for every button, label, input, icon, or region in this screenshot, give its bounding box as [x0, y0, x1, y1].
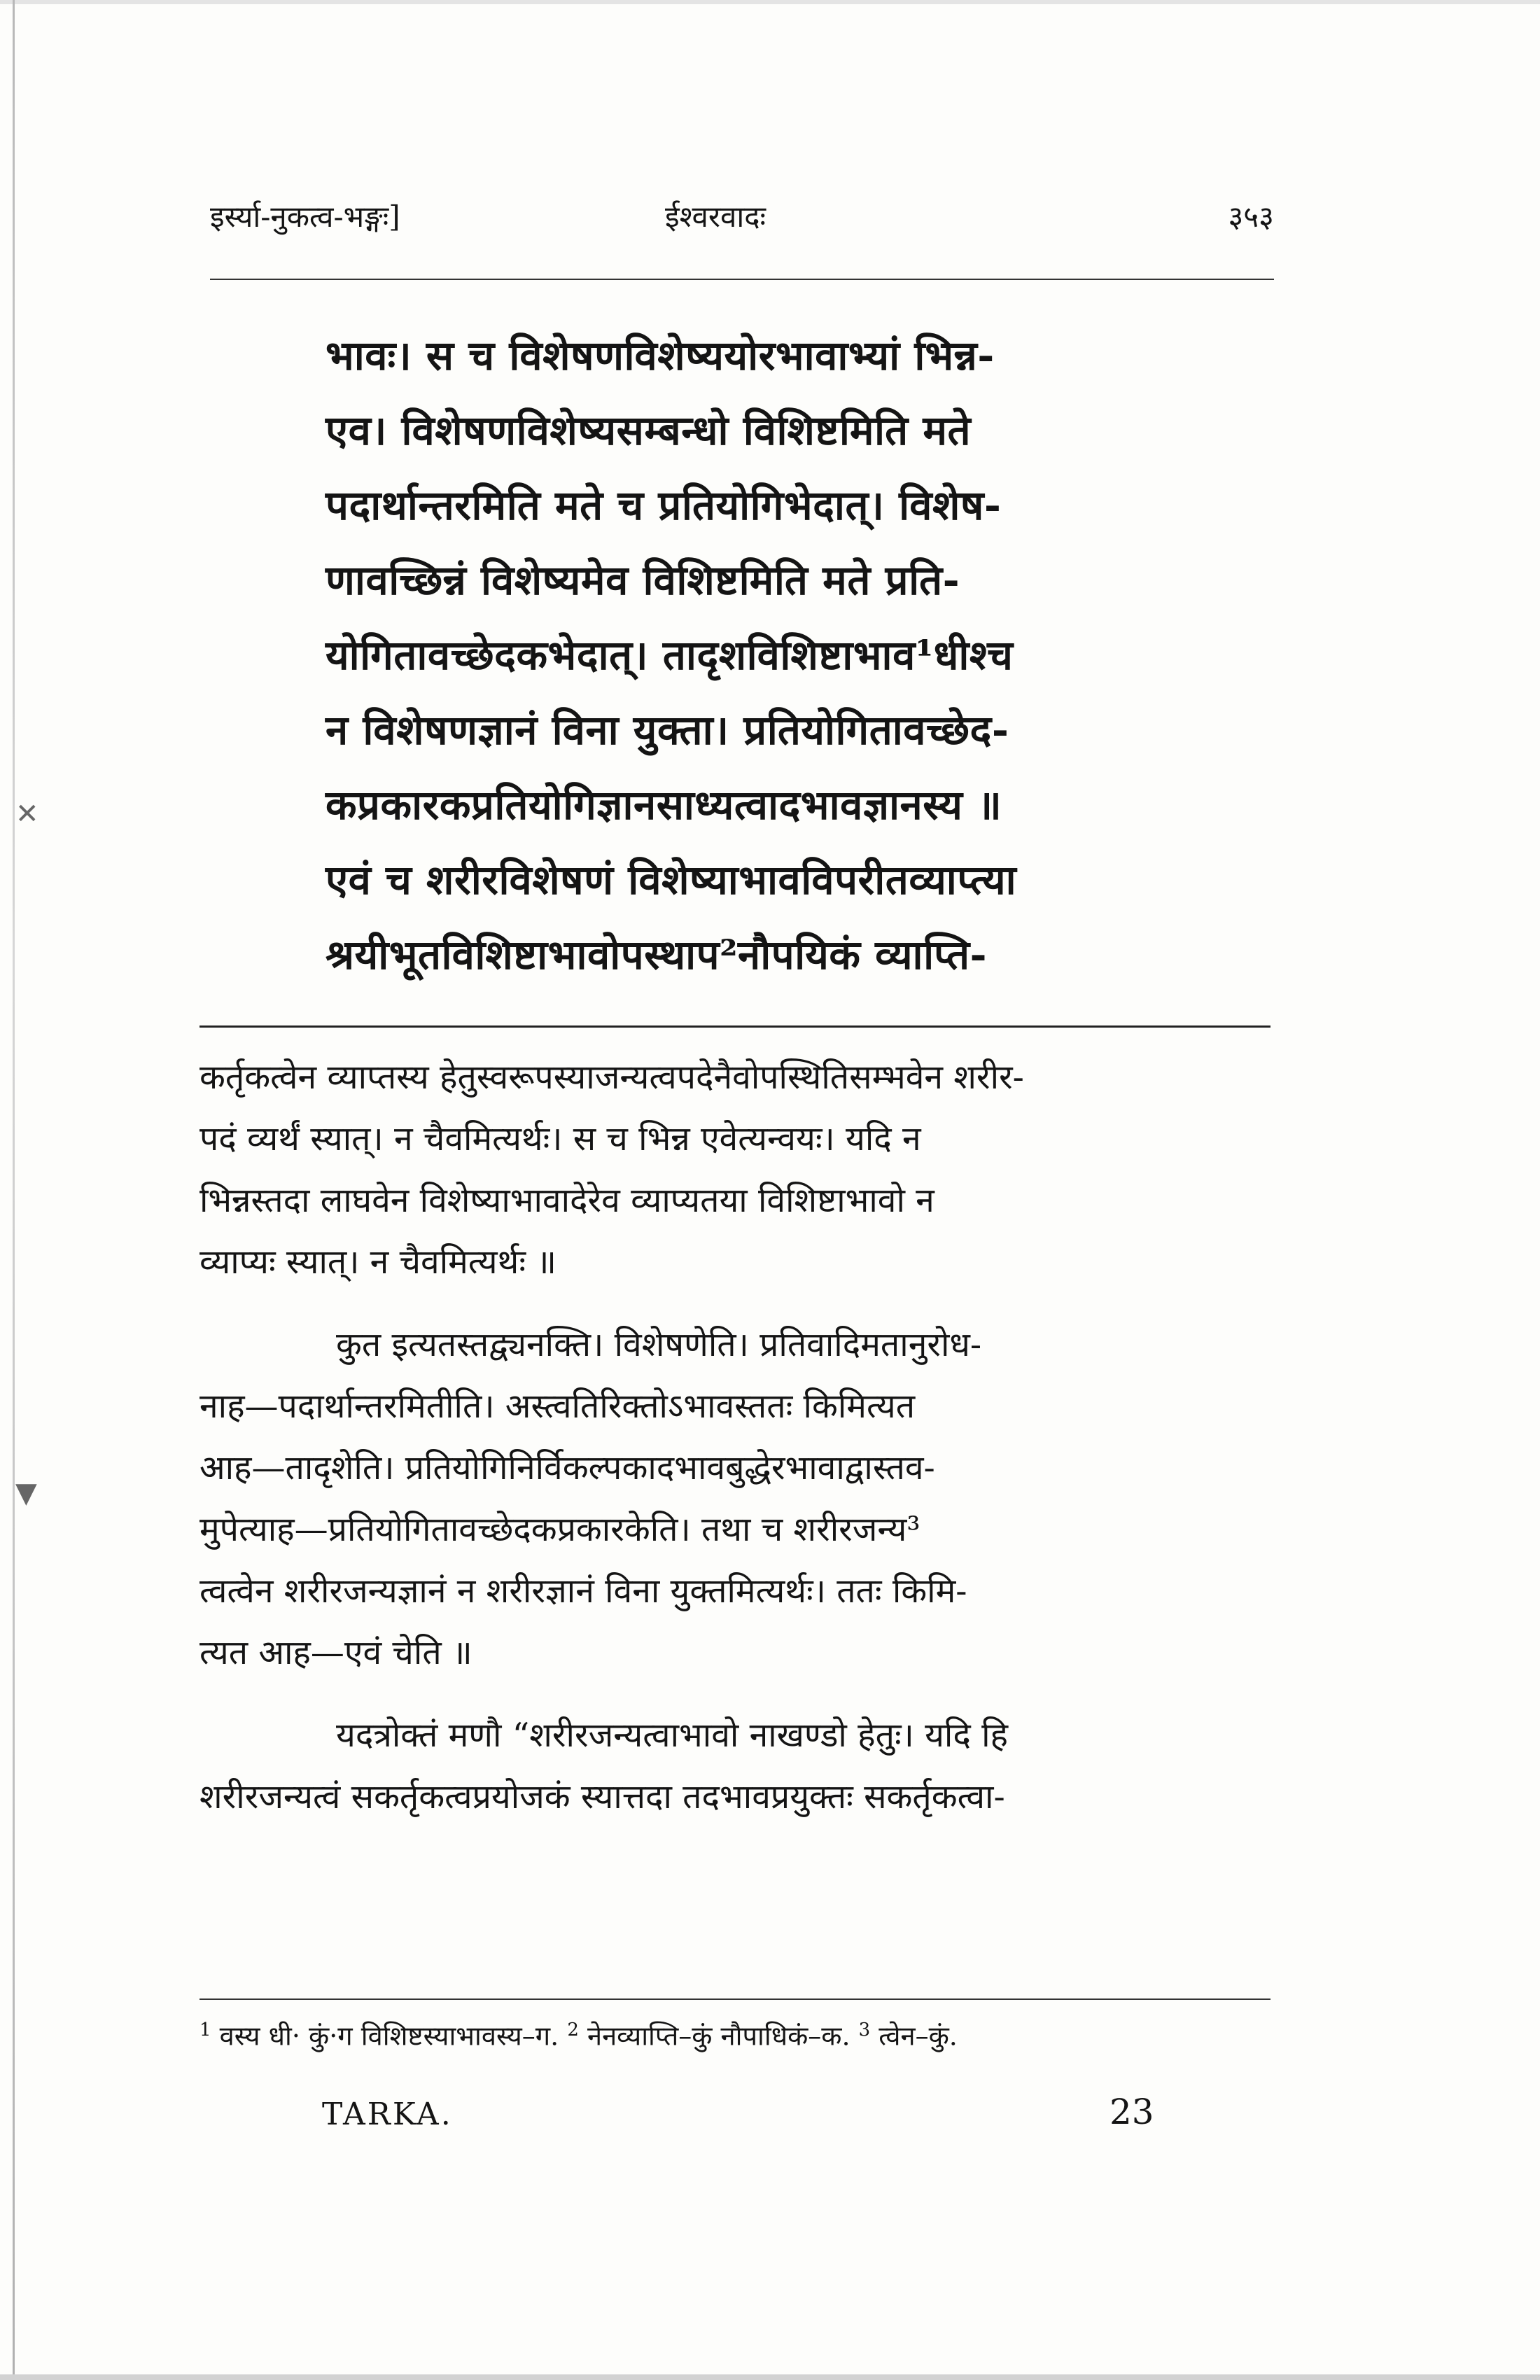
commentary-line: शरीरजन्यत्वं सकर्तृकत्वप्रयोजकं स्यात्तदा तदभावप्रयुक्तः सकर्तृकत्वा-	[200, 1777, 1005, 1816]
main-text-line: णावच्छिन्नं विशेष्यमेव विशिष्टमिति मते प्रति-	[326, 556, 960, 604]
commentary-line: त्यत आह—एवं चेति ॥	[200, 1633, 472, 1672]
commentary-line: मुपेत्याह—प्रतियोगितावच्छेदकप्रकारकेति। तथा च शरीरजन्य³	[200, 1510, 920, 1549]
commentary-line: यदत्रोक्तं मणौ “शरीरजन्यत्वाभावो नाखण्डो हेतुः। यदि हि	[336, 1716, 1009, 1755]
commentary-line: आह—तादृशेति। प्रतियोगिनिर्विकल्पकादभावबुद्धेरभावाद्वास्तव-	[200, 1448, 935, 1488]
running-head-left: इर्स्या-नुकत्व-भङ्गः]	[210, 200, 400, 234]
commentary-line: कुत इत्यतस्तद्व्यनक्ति। विशेषणेति। प्रतिवादिमतानुरोध-	[336, 1325, 982, 1364]
page-bottom-edge	[0, 2374, 1540, 2380]
commentary-line: त्वत्वेन शरीरजन्यज्ञानं न शरीरज्ञानं विना युक्तमित्यर्थः। ततः किमि-	[200, 1572, 967, 1611]
header-rule	[210, 279, 1274, 280]
page-top-edge	[0, 0, 1540, 4]
footnotes	[200, 2009, 1270, 2057]
footnote-rule	[200, 1998, 1270, 2000]
main-text-line: योगितावच्छेदकभेदात्। तादृशविशिष्टाभाव¹धीश्च	[326, 631, 1014, 679]
binding-mark-icon: ▼	[15, 1477, 37, 1509]
main-text	[326, 318, 1166, 993]
page-left-edge	[13, 0, 15, 2380]
running-head-title: ईश्वरवादः	[665, 200, 766, 234]
footnote-text: त्वेन–कुं.	[878, 2020, 958, 2052]
signature-mark: TARKA.	[322, 2096, 453, 2132]
running-head	[210, 196, 1274, 238]
main-text-line: कप्रकारकप्रतियोगिज्ञानसाध्यत्वादभावज्ञानस्य ॥	[326, 781, 1002, 829]
main-text-line: श्रयीभूतविशिष्टाभावोपस्थाप²नौपयिकं व्याप्ति-	[326, 931, 988, 979]
running-head-page-number: ३५३	[1228, 200, 1274, 234]
commentary-line: नाह—पदार्थान्तरमितीति। अस्त्वतिरिक्तोऽभावस्ततः किमित्यत	[200, 1387, 916, 1426]
footnote-marker: 1	[200, 2019, 211, 2040]
main-text-line: एवं च शरीरविशेषणं विशेष्याभावविपरीतव्याप्त्या	[326, 856, 1017, 904]
main-text-line: न विशेषणज्ञानं विना युक्ता। प्रतियोगितावच्छेद-	[326, 706, 1009, 754]
main-text-line: भावः। स च विशेषणविशेष्ययोरभावाभ्यां भिन्न-	[326, 332, 995, 379]
footnote-text: वस्य धी· कुं·ग विशिष्टस्याभावस्य–ग.	[219, 2020, 559, 2052]
commentary	[200, 1046, 1270, 1828]
main-text-line: पदार्थान्तरमिति मते च प्रतियोगिभेदात्। विशेष-	[326, 482, 1002, 529]
text-commentary-divider	[200, 1026, 1270, 1028]
footnote-text: नेनव्याप्ति–कुं नौपाधिकं–क.	[587, 2020, 850, 2052]
commentary-line: व्याप्यः स्यात्। न चैवमित्यर्थः ॥	[200, 1242, 557, 1282]
commentary-line: पदं व्यर्थं स्यात्। न चैवमित्यर्थः। स च भिन्न एवेत्यन्वयः। यदि न	[200, 1119, 921, 1158]
footnote-marker: 3	[858, 2019, 871, 2040]
commentary-line: भिन्नस्तदा लाघवेन विशेष्याभावादेरेव व्याप्यतया विशिष्टाभावो न	[200, 1181, 934, 1220]
commentary-line: कर्तृकत्वेन व्याप्तस्य हेतुस्वरूपस्याजन्यत्वपदेनैवोपस्थितिसम्भवेन शरीर-	[200, 1058, 1024, 1097]
binding-mark-icon: ✕	[15, 798, 39, 830]
page-number: 23	[1110, 2092, 1154, 2132]
footnote-marker: 2	[567, 2019, 579, 2040]
main-text-line: एव। विशेषणविशेष्यसम्बन्धो विशिष्टमिति मते	[326, 407, 972, 454]
